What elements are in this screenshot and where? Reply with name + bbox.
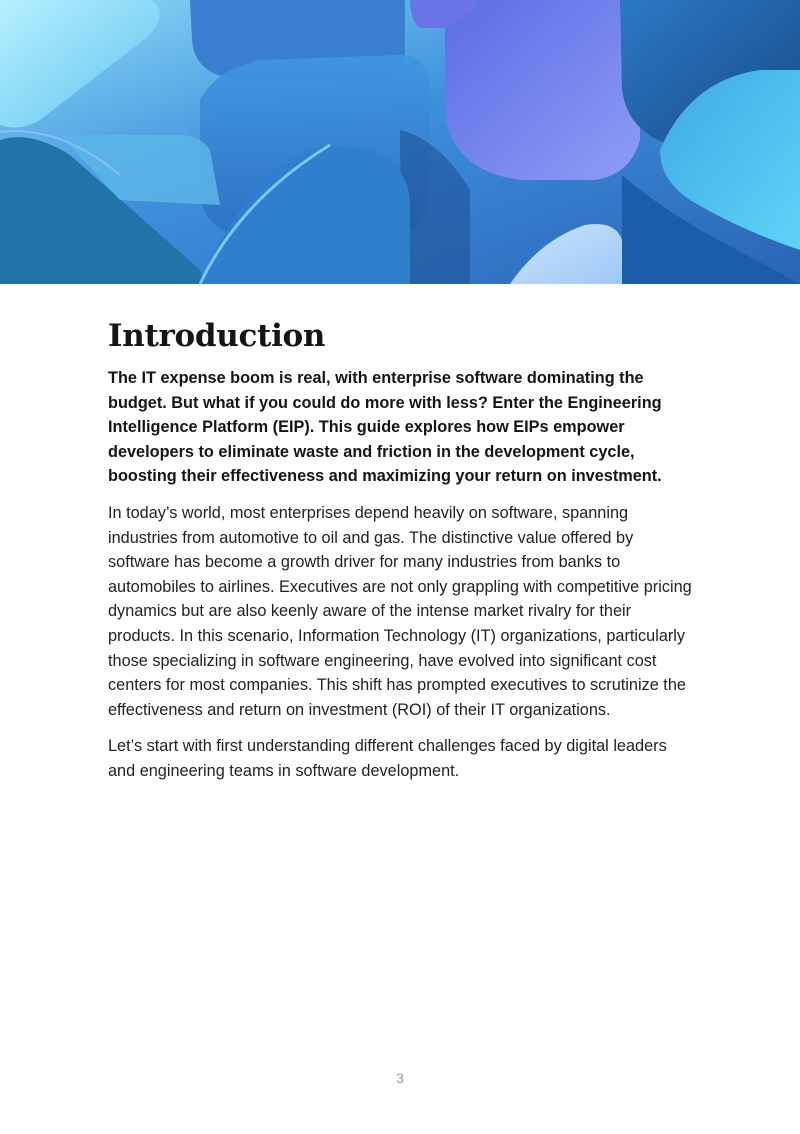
page-number: 3 xyxy=(396,1070,404,1086)
hero-abstract-shapes xyxy=(0,0,800,284)
article-body xyxy=(108,316,696,796)
lead-paragraph: The IT expense boom is real, with enterprise software dominating the budget. But what if you could do more with less? Enter the Engineering Intelligence Platform (EIP). This guide explores how EIPs empower developers to eliminate waste and friction in the development cycle, boosting their effectiveness and maximizing your return on investment. xyxy=(108,369,662,486)
body-paragraph-1: In today’s world, most enterprises depend heavily on software, spanning industries from automotive to oil and gas. The distinctive value offered by software has become a growth driver for many industries from banks to automobiles to airlines. Executives are not only grappling with competitive pricing dynamics but are also keenly aware of the intense market rivalry for their products. In this scenario, Information Technology (IT) organizations, particularly those specializing in software engineering, have evolved into significant cost centers for most companies. This shift has prompted executives to scrutinize the effectiveness and return on investment (ROI) of their IT organizations. xyxy=(108,503,692,719)
page-title: Introduction xyxy=(108,318,326,354)
hero-image xyxy=(0,0,800,284)
body-paragraph-2: Let’s start with first understanding different challenges faced by digital leaders and engineering teams in software development. xyxy=(108,737,667,780)
